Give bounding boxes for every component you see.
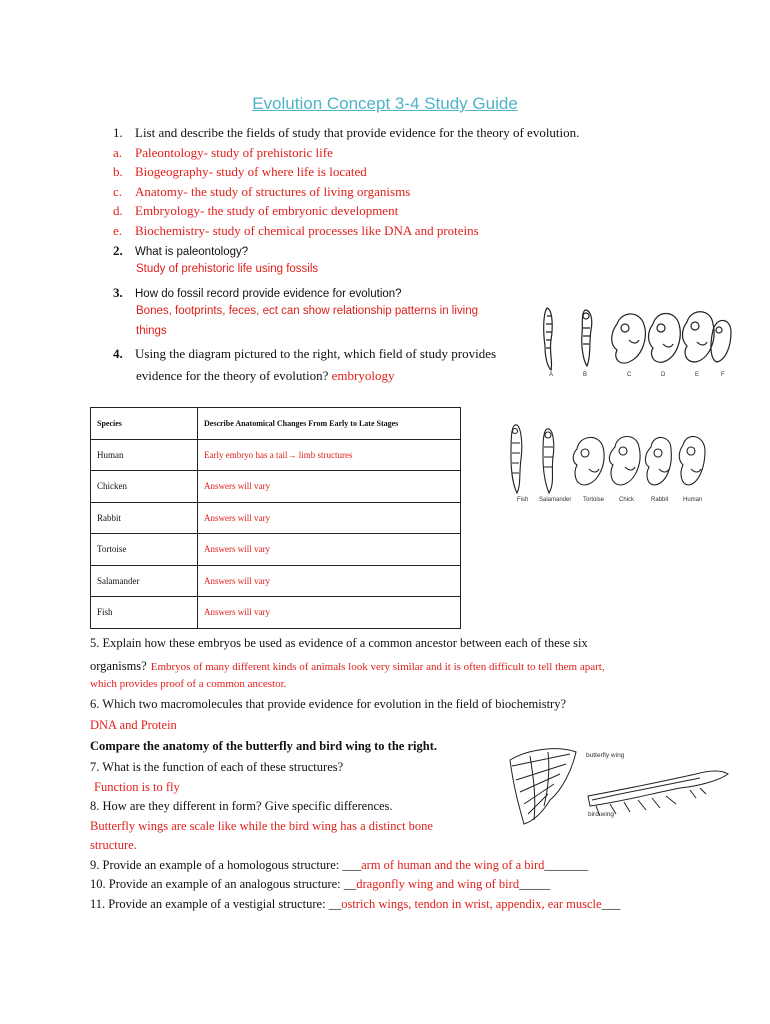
answer-8-line-2: structure. <box>90 838 137 852</box>
answer-9: arm of human and the wing of a bird <box>361 858 545 872</box>
answer-label: a. <box>113 145 123 160</box>
answer-b <box>113 164 367 180</box>
species-label: Fish <box>517 497 529 503</box>
answer-2: Study of prehistoric life using fossils <box>136 263 319 275</box>
diagram-label: F <box>721 372 725 378</box>
answer-cell: Answers will vary <box>198 565 461 597</box>
question-11 <box>90 897 620 912</box>
answer-7: Function is to fly <box>94 780 180 794</box>
question-number: 2. <box>113 243 123 258</box>
answer-11: ostrich wings, tendon in wrist, appendix, ear muscle <box>341 897 602 911</box>
answer-5-line-2: which provides proof of a common ancestor. <box>90 678 287 690</box>
answer-label: d. <box>113 203 123 218</box>
answer-c <box>113 184 410 200</box>
question-text: 11. Provide an example of a vestigial structure: __ <box>90 897 342 911</box>
question-4 <box>113 346 496 362</box>
question-number: 4. <box>113 346 123 361</box>
species-label: Salamander <box>539 497 572 503</box>
answer-6: DNA and Protein <box>90 718 177 732</box>
embryo-c-illustration <box>612 314 646 363</box>
answer-label: c. <box>113 184 123 199</box>
answer-d <box>113 203 398 219</box>
question-8: 8. How are they different in form? Give specific differences. <box>90 799 393 813</box>
answer-3-line-1: Bones, footprints, feces, ect can show relationship patterns in living <box>136 305 478 317</box>
wing-label: butterfly wing <box>586 752 625 759</box>
tortoise-embryo-illustration <box>573 437 604 485</box>
human-embryo-illustration <box>679 436 705 485</box>
question-text: How do fossil record provide evidence for evolution? <box>135 288 402 300</box>
answer-text: Anatomy- the study of structures of living organisms <box>135 184 411 199</box>
species-cell: Fish <box>91 597 198 629</box>
answer-blank: _____ <box>519 877 551 891</box>
question-9 <box>90 858 588 873</box>
species-table <box>90 407 461 629</box>
question-3 <box>113 284 402 302</box>
diagram-label: A <box>549 372 554 378</box>
question-text: 10. Provide an example of an analogous structure: __ <box>90 877 357 891</box>
embryo-a-illustration <box>544 308 553 370</box>
table-row <box>91 565 461 597</box>
species-cell: Tortoise <box>91 534 198 566</box>
question-4-line-2 <box>136 368 394 384</box>
question-10 <box>90 877 550 892</box>
answer-text: Embryology- the study of embryonic development <box>135 203 399 218</box>
embryo-b-illustration <box>582 310 592 366</box>
species-cell: Human <box>91 439 198 471</box>
table-row <box>91 439 461 471</box>
answer-10: dragonfly wing and wing of bird <box>356 877 520 891</box>
answer-text: Biogeography- study of where life is located <box>135 164 367 179</box>
species-label: Rabbit <box>651 497 669 503</box>
answer-8-line-1: Butterfly wings are scale like while the bird wing has a distinct bone <box>90 819 433 833</box>
question-text: 9. Provide an example of a homologous structure: ___ <box>90 858 362 872</box>
question-text: organisms? <box>90 659 147 673</box>
question-text: Using the diagram pictured to the right, which field of study provides <box>135 346 497 361</box>
answer-cell: Answers will vary <box>198 471 461 503</box>
answer-a <box>113 145 333 161</box>
embryo-d-illustration <box>649 314 681 363</box>
table-row <box>91 597 461 629</box>
question-5: 5. Explain how these embryos be used as evidence of a common ancestor between each of these six <box>90 636 588 650</box>
question-1 <box>113 125 579 141</box>
answer-label: b. <box>113 164 123 179</box>
diagram-label: E <box>695 372 700 378</box>
answer-4: embryology <box>331 368 395 383</box>
diagram-label: D <box>661 372 666 378</box>
chick-embryo-illustration <box>609 437 640 486</box>
answer-cell: Answers will vary <box>198 597 461 629</box>
answer-5-line-1: Embryos of many different kinds of animals look very similar and it is often difficult to tell them apart, <box>150 661 605 673</box>
species-label: Chick <box>619 497 635 503</box>
page-title: Evolution Concept 3-4 Study Guide <box>252 94 518 113</box>
answer-cell: Answers will vary <box>198 502 461 534</box>
answer-text: Paleontology- study of prehistoric life <box>135 145 333 160</box>
wing-comparison-diagram <box>500 740 735 828</box>
species-cell: Rabbit <box>91 502 198 534</box>
question-text: evidence for the theory of evolution? <box>136 368 329 383</box>
table-row <box>91 502 461 534</box>
salamander-embryo-illustration <box>543 429 554 493</box>
table-header-cell: Describe Anatomical Changes From Early to Late Stages <box>198 408 461 440</box>
species-cell: Chicken <box>91 471 198 503</box>
question-number: 3. <box>113 285 123 300</box>
answer-cell: Answers will vary <box>198 534 461 566</box>
answer-blank: ___ <box>601 897 621 911</box>
butterfly-wing-illustration <box>510 749 576 824</box>
answer-3-line-2: things <box>136 325 167 337</box>
table-header-row <box>91 408 461 440</box>
answer-blank: _______ <box>544 858 589 872</box>
answer-e <box>113 223 479 239</box>
compare-heading: Compare the anatomy of the butterfly and bird wing to the right. <box>90 739 437 753</box>
question-text: List and describe the fields of study that provide evidence for the theory of evolution. <box>135 125 580 140</box>
diagram-label: B <box>583 372 588 378</box>
bird-wing-illustration <box>588 771 728 816</box>
species-label: Human <box>683 497 703 503</box>
table-row <box>91 471 461 503</box>
fish-embryo-illustration <box>511 425 522 493</box>
question-6: 6. Which two macromolecules that provide evidence for evolution in the field of biochemistry? <box>90 697 567 711</box>
table-row <box>91 534 461 566</box>
question-2 <box>113 242 248 260</box>
question-5-line-2 <box>90 657 605 675</box>
embryo-e-illustration <box>683 312 715 362</box>
species-cell: Salamander <box>91 565 198 597</box>
diagram-label: C <box>627 372 632 378</box>
wing-label: bird wing <box>588 811 615 818</box>
embryo-diagram-stages <box>533 300 733 380</box>
embryo-diagram-species <box>503 413 718 508</box>
question-number: 1. <box>113 125 123 140</box>
answer-label: e. <box>113 223 123 238</box>
question-text: What is paleontology? <box>135 246 249 258</box>
table-header-cell: Species <box>91 408 198 440</box>
rabbit-embryo-illustration <box>645 437 671 485</box>
answer-text: Biochemistry- study of chemical processes like DNA and proteins <box>135 223 479 238</box>
species-label: Tortoise <box>583 497 605 503</box>
question-7: 7. What is the function of each of these structures? <box>90 760 344 774</box>
answer-cell: Early embryo has a tail→ limb structures <box>198 439 461 471</box>
embryo-f-illustration <box>711 320 731 362</box>
